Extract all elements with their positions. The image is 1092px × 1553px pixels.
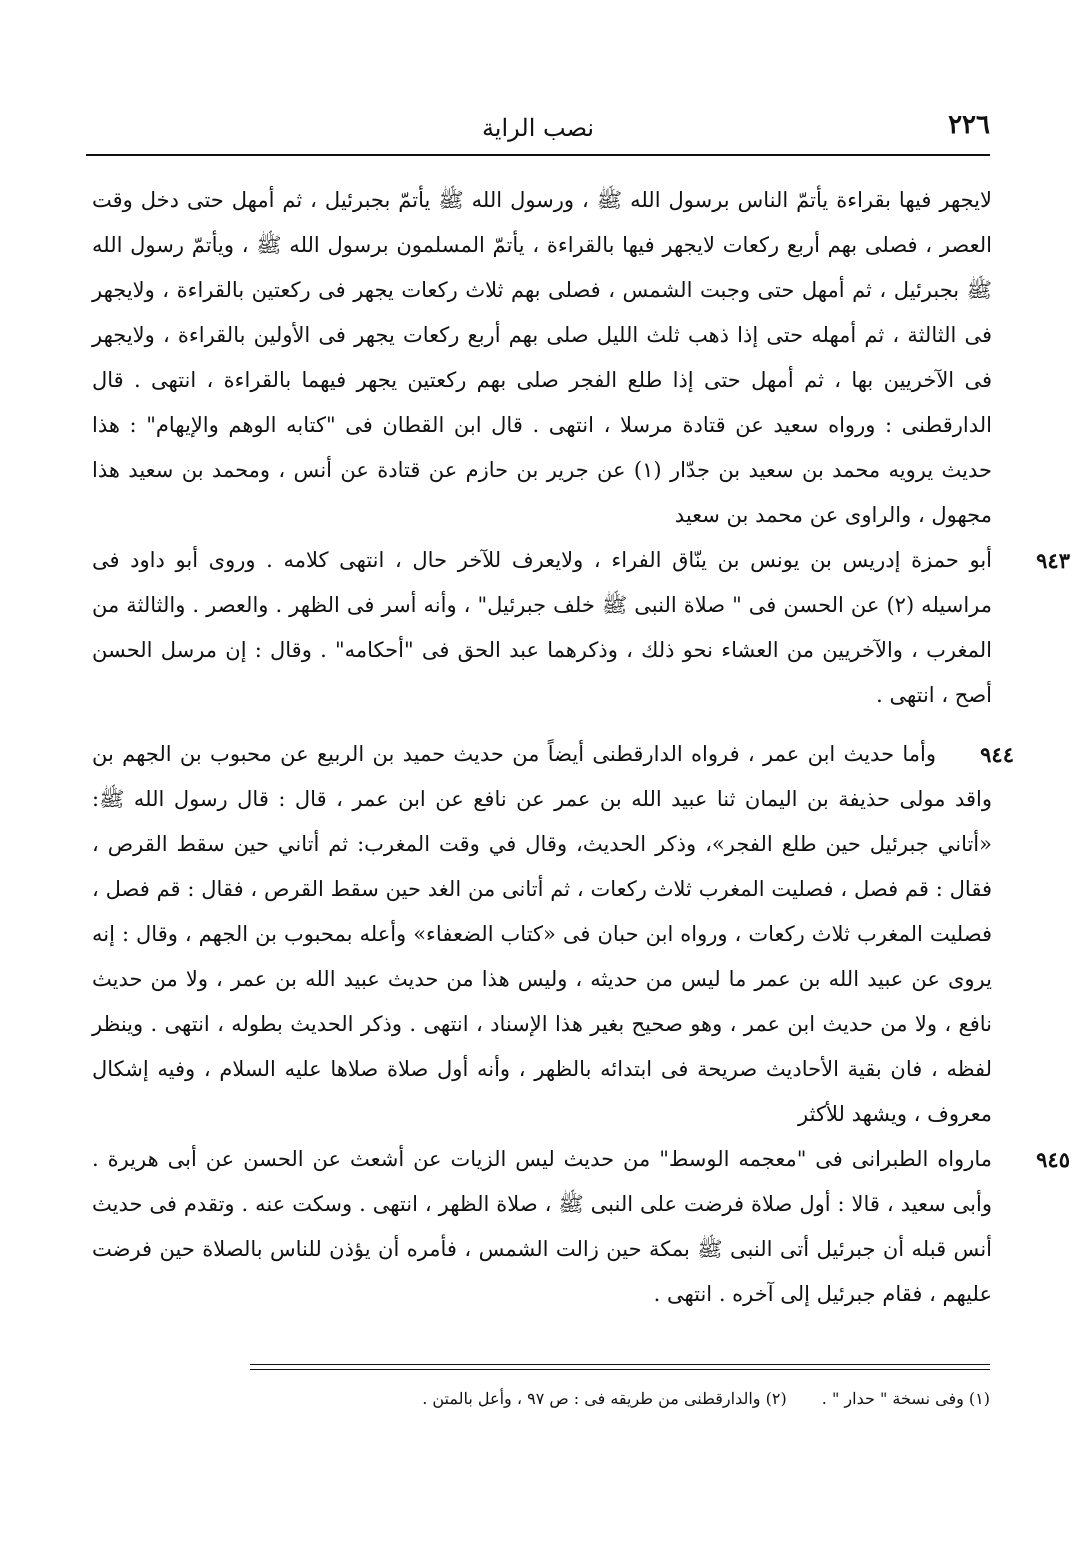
footnote-1: (١) وفى نسخة " حدار " . xyxy=(821,1389,990,1408)
hadith-paragraph-945 xyxy=(92,1137,1070,1317)
hadith-number: ٩٤٤ xyxy=(980,742,1014,767)
page-header xyxy=(86,108,990,156)
footnotes xyxy=(250,1386,990,1412)
paragraph-text: وأما حديث ابن عمر ، فرواه الدارقطنى أيضاً من حديث حميد بن الربيع عن محبوب بن الجهم بن واقد مولى حذيفة بن اليمان ثنا عبيد الله بن عمر عن نافع عن ابن عمر ، قال : قال رسول الله ﷺ: «أتاني جبرئيل حين طلع الفجر»، وذكر الحديث، وقال في وقت المغرب: ثم أتاني حين سقط القرص ، فقال : قم فصل ، فصليت المغرب ثلاث ركعات ، ثم أتانى من الغد حين سقط القرص ، فقال : قم فصل ، فصليت المغرب ثلاث ركعات ، ورواه ابن حبان فى «كتاب الضعفاء» وأعله بمحبوب بن الجهم ، وقال : إنه يروى عن عبيد الله بن عمر ما ليس من حديثه ، وليس هذا من حديث عبيد الله بن عمر ، ولا من حديث نافع ، ولا من حديث ابن عمر ، وهو صحيح بغير هذا الإسناد ، انتهى . وذكر الحديث بطوله ، انتهى . وينظر لفظه ، فان بقية الأحاديث صريحة فى ابتدائه بالظهر ، وأنه أول صلاة صلاها عليه السلام ، وفيه إشكال معروف ، ويشهد للأكثر xyxy=(92,742,992,1126)
main-text xyxy=(92,178,1070,1317)
paragraph-text: مارواه الطبرانى فى "معجمه الوسط" من حديث ليس الزيات عن أشعث عن الحسن عن أبى هريرة . وأبى سعيد ، قالا : أول صلاة فرضت على النبى ﷺ ، صلاة الظهر ، انتهى . وسكت عنه . وتقدم فى حديث أنس قبله أن جبرئيل أتى النبى ﷺ بمكة حين زالت الشمس ، فأمره أن يؤذن للناس بالصلاة حين فرضت عليهم ، فقام جبرئيل إلى آخره . انتهى . xyxy=(92,1147,992,1306)
paragraph-text: أبو حمزة إدريس بن يونس بن ينّاق الفراء ، ولايعرف للآخر حال ، انتهى كلامه . وروى أبو داود فى مراسيله (٢) عن الحسن فى " صلاة النبى ﷺ خلف جبرئيل" ، وأنه أسر فى الظهر . والعصر . والثالثة من المغرب ، والآخريين من العشاء نحو ذلك ، وذكرهما عبد الحق فى "أحكامه" . وقال : إن مرسل الحسن أصح ، انتهى . xyxy=(92,548,992,707)
hadith-number: ٩٤٥ xyxy=(1036,1147,1070,1172)
footnote-divider xyxy=(250,1364,990,1365)
hadith-paragraph-944 xyxy=(92,732,1014,1137)
page-number: ٢٢٦ xyxy=(948,110,990,140)
footnote-divider xyxy=(250,1369,990,1370)
footnote-2: (٢) والدارقطنى من طريقه فى : ص ٩٧ ، وأعل بالمتن . xyxy=(422,1389,787,1408)
hadith-paragraph-943 xyxy=(92,538,1070,718)
paragraph-continuation xyxy=(92,178,992,538)
paragraph-text: لايجهر فيها بقراءة يأتمّ الناس برسول الله ﷺ ، ورسول الله ﷺ يأتمّ بجبرئيل ، ثم أمهل حتى دخل وقت العصر ، فصلى بهم أربع ركعات لايجهر فيها بالقراءة ، يأتمّ المسلمون برسول الله ﷺ ، ويأتمّ رسول الله ﷺ بجبرئيل ، ثم أمهل حتى وجبت الشمس ، فصلى بهم ثلاث ركعات يجهر فى ركعتين بالقراءة ، ولايجهر فى الثالثة ، ثم أمهله حتى إذا ذهب ثلث الليل صلى بهم أربع ركعات يجهر فى الأولين بالقراءة ، ولايجهر فى الآخريين بها ، ثم أمهل حتى إذا طلع الفجر صلى بهم ركعتين يجهر فيهما بالقراءة ، انتهى . قال الدارقطنى : ورواه سعيد عن قتادة مرسلا ، انتهى . قال ابن القطان فى "كتابه الوهم والإيهام" : هذا حديث يرويه محمد بن سعيد بن جدّار (١) عن جرير بن حازم عن قتادة عن أنس ، ومحمد بن سعيد هذا مجهول ، والراوى عن محمد بن سعيد xyxy=(92,188,992,527)
hadith-number: ٩٤٣ xyxy=(1036,548,1070,573)
running-title: نصب الراية xyxy=(481,114,595,142)
